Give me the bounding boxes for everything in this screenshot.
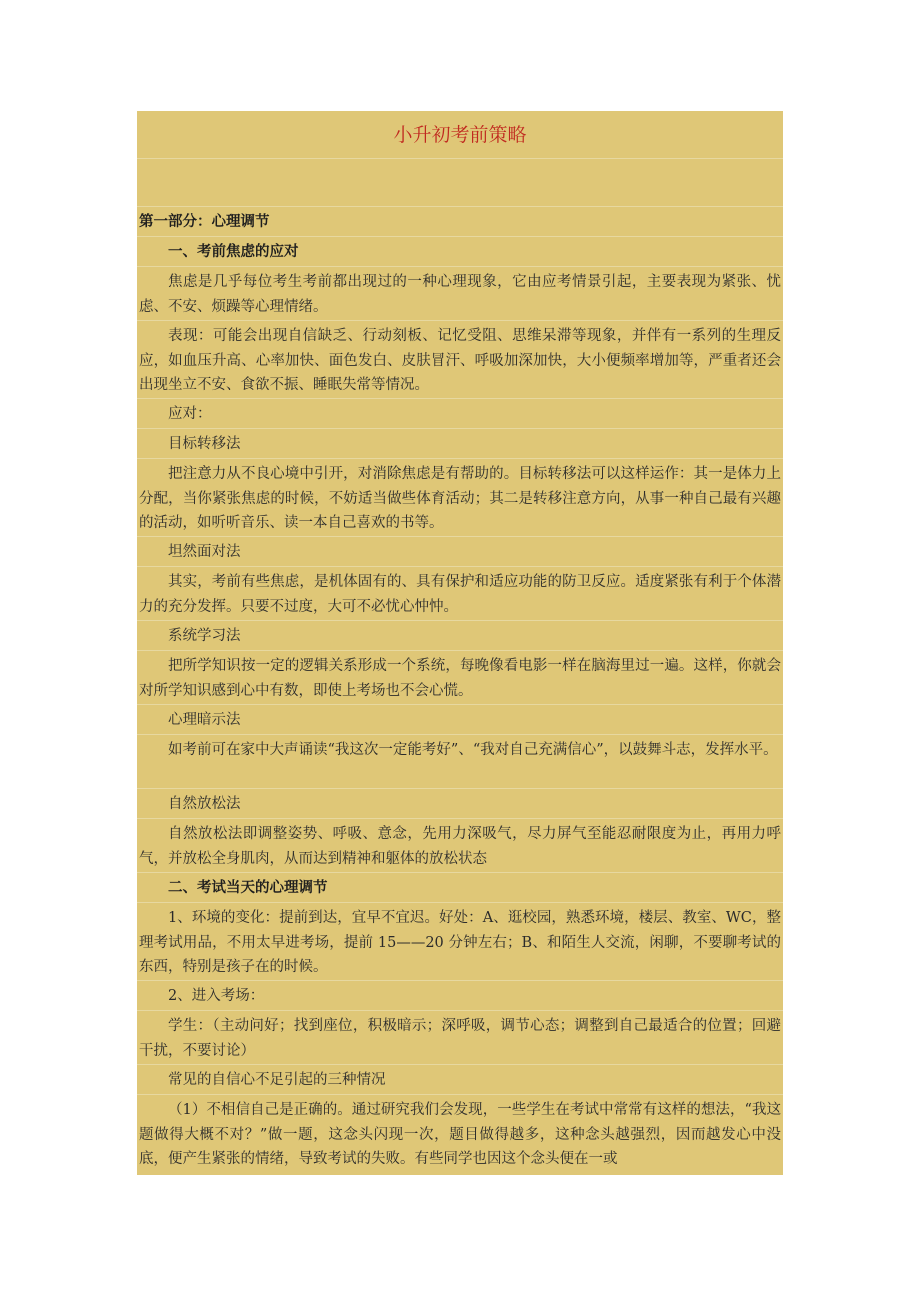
paragraph: 1、环境的变化：提前到达，宜早不宜迟。好处：A、逛校园，熟悉环境，楼层、教室、WC，整理考试用品，不用太早进考场，提前 15——20 分钟左右；B、和陌生人交流，闲聊，不要聊考试的东西，特别是孩子在的时候。 (137, 903, 783, 981)
method-heading: 目标转移法 (137, 429, 783, 459)
paragraph: 应对： (137, 399, 783, 429)
subsection-heading: 一、考前焦虑的应对 (137, 237, 783, 267)
method-heading: 心理暗示法 (137, 705, 783, 735)
paragraph: 其实，考前有些焦虑，是机体固有的、具有保护和适应功能的防卫反应。适度紧张有利于个体潜力的充分发挥。只要不过度，大可不必忧心忡忡。 (137, 567, 783, 621)
method-heading: 系统学习法 (137, 621, 783, 651)
paragraph: 常见的自信心不足引起的三种情况 (137, 1065, 783, 1095)
method-heading: 坦然面对法 (137, 537, 783, 567)
paragraph: 焦虑是几乎每位考生考前都出现过的一种心理现象，它由应考情景引起，主要表现为紧张、忧虑、不安、烦躁等心理情绪。 (137, 267, 783, 321)
subsection-heading: 二、考试当天的心理调节 (137, 873, 783, 903)
paragraph: 把所学知识按一定的逻辑关系形成一个系统，每晚像看电影一样在脑海里过一遍。这样，你就会对所学知识感到心中有数，即使上考场也不会心慌。 (137, 651, 783, 705)
blank-row (137, 159, 783, 207)
paragraph: 表现：可能会出现自信缺乏、行动刻板、记忆受阻、思维呆滞等现象，并伴有一系列的生理反应，如血压升高、心率加快、面色发白、皮肤冒汗、呼吸加深加快，大小便频率增加等，严重者还会出现坐立不安、食欲不振、睡眠失常等情况。 (137, 321, 783, 399)
document-page (137, 111, 783, 1175)
section-heading: 第一部分：心理调节 (137, 207, 783, 237)
paragraph: 自然放松法即调整姿势、呼吸、意念，先用力深吸气，尽力屏气至能忍耐限度为止，再用力呼气，并放松全身肌肉，从而达到精神和躯体的放松状态 (137, 819, 783, 873)
paragraph: 如考前可在家中大声诵读“我这次一定能考好”、“我对自己充满信心”，以鼓舞斗志，发挥水平。 (137, 735, 783, 789)
method-heading: 自然放松法 (137, 789, 783, 819)
doc-title: 小升初考前策略 (137, 111, 783, 159)
paragraph: 把注意力从不良心境中引开，对消除焦虑是有帮助的。目标转移法可以这样运作：其一是体力上分配，当你紧张焦虑的时候，不妨适当做些体育活动；其二是转移注意方向，从事一种自己最有兴趣的活动，如听听音乐、读一本自己喜欢的书等。 (137, 459, 783, 537)
paragraph: （1）不相信自己是正确的。通过研究我们会发现，一些学生在考试中常常有这样的想法，“我这题做得大概不对？”做一题，这念头闪现一次，题目做得越多，这种念头越强烈，因而越发心中没底，便产生紧张的情绪，导致考试的失败。有些同学也因这个念头便在一或 (139, 1102, 781, 1167)
paragraph: 2、进入考场： (137, 981, 783, 1011)
paragraph: 学生：（主动问好；找到座位，积极暗示；深呼吸，调节心态；调整到自己最适合的位置；回避干扰，不要讨论） (137, 1011, 783, 1065)
